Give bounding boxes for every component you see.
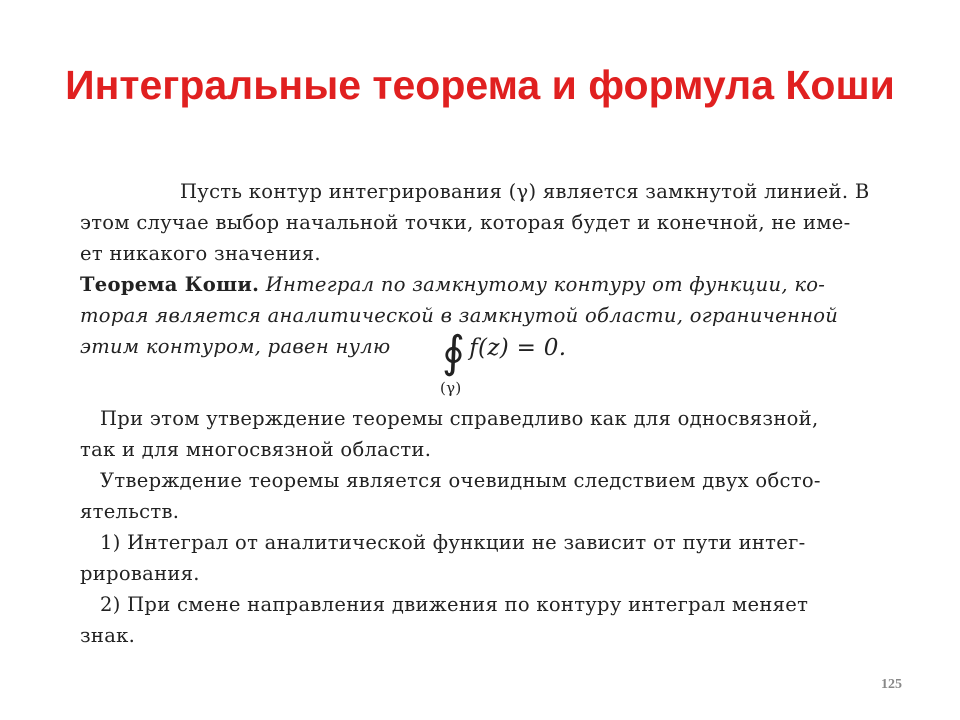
theorem-line	[80, 269, 910, 300]
slide-title: Интегральные теорема и формула Коши	[65, 62, 895, 108]
remark-line: знак.	[80, 624, 136, 647]
remark-line: При этом утверждение теоремы справедливо как для односвязной,	[100, 407, 819, 430]
intro-line: этом случае выбор начальной точки, которая будет и конечной, не име-	[80, 211, 851, 234]
remark-line: Утверждение теоремы является очевидным следствием двух обсто-	[100, 469, 821, 492]
contour-integral-symbol: ∮	[442, 327, 466, 378]
theorem-formula-line	[80, 327, 910, 397]
remark-line: ятельств.	[80, 500, 180, 523]
theorem-text: торая является аналитической в замкнутой области, ограниченной	[80, 304, 839, 327]
remark-line: рирования.	[80, 562, 200, 585]
theorem-text: Интеграл по замкнутому контуру от функции, ко-	[265, 273, 826, 296]
remark-line: 2) При смене направления движения по контуру интеграл меняет	[100, 593, 809, 616]
contour-subscript: (γ)	[440, 379, 462, 397]
remark-line: 1) Интеграл от аналитической функции не зависит от пути интег-	[100, 531, 806, 554]
theorem-heading: Теорема Коши.	[80, 273, 260, 296]
slide-content	[80, 176, 910, 651]
intro-line: ет никакого значения.	[80, 242, 321, 265]
intro-line: Пусть контур интегрирования (γ) является замкнутой линией. В	[180, 180, 870, 203]
page-number: 125	[881, 677, 902, 692]
remark-line: так и для многосвязной области.	[80, 438, 432, 461]
cauchy-integral-formula	[442, 327, 567, 378]
theorem-text: этим контуром, равен нулю	[80, 335, 391, 358]
formula-expression: f(z) = 0.	[469, 335, 567, 361]
